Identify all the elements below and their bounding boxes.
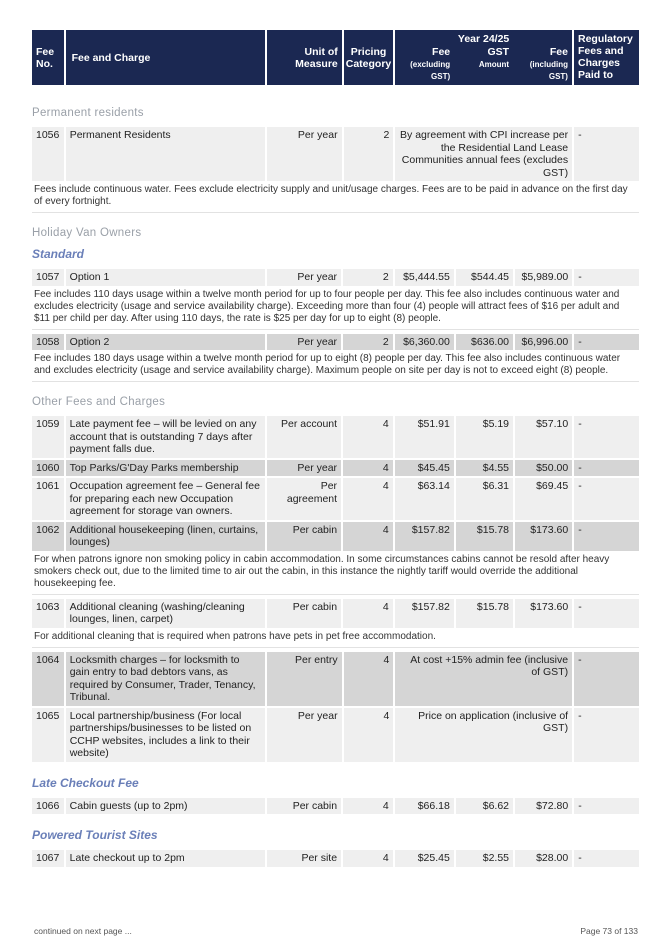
header-unit: Unit of Measure	[267, 30, 341, 85]
fee-name: Top Parks/G'Day Parks membership	[66, 460, 265, 477]
fee-including-gst: $28.00	[515, 850, 572, 867]
fee-name: Late payment fee – will be levied on any account that is outstanding 7 days after payment falls due.	[66, 416, 265, 458]
fee-description: At cost +15% admin fee (inclusive of GST)	[395, 652, 572, 706]
pricing-category: 2	[343, 269, 393, 286]
regulatory: -	[574, 127, 639, 181]
section-heading: Holiday Van Owners	[32, 227, 142, 239]
header-fee-ex: Fee (excluding GST)	[410, 46, 451, 81]
fee-including-gst: $57.10	[515, 416, 572, 458]
table-row	[32, 652, 639, 706]
gst-amount: $15.78	[456, 599, 513, 628]
fee-number: 1067	[32, 850, 64, 867]
unit-of-measure: Per entry	[267, 652, 341, 706]
regulatory: -	[574, 798, 639, 815]
fee-table	[32, 30, 639, 867]
fee-including-gst: $50.00	[515, 460, 572, 477]
gst-amount: $6.31	[456, 478, 513, 520]
fee-description: By agreement with CPI increase per the Residential Land Lease Communities annual fees (excludes GST)	[395, 127, 572, 181]
fee-excluding-gst: $6,360.00	[395, 334, 454, 351]
unit-of-measure: Per cabin	[267, 522, 341, 551]
pricing-category: 4	[343, 460, 393, 477]
table-header	[32, 30, 639, 85]
unit-of-measure: Per year	[267, 334, 341, 351]
fee-including-gst: $173.60	[515, 522, 572, 551]
fee-name: Option 1	[66, 269, 265, 286]
fee-excluding-gst: $5,444.55	[395, 269, 454, 286]
fee-name: Option 2	[66, 334, 265, 351]
pricing-category: 4	[344, 652, 394, 706]
table-row	[32, 798, 639, 815]
header-year: Year 24/25	[457, 33, 510, 45]
fee-name: Late checkout up to 2pm	[66, 850, 265, 867]
table-row	[32, 269, 639, 286]
table-row	[32, 478, 639, 520]
fee-including-gst: $6,996.00	[515, 334, 572, 351]
fee-including-gst: $72.80	[515, 798, 572, 815]
fee-name: Additional housekeeping (linen, curtains, lounges)	[66, 522, 265, 551]
fee-number: 1058	[32, 334, 64, 351]
table-row	[32, 708, 639, 762]
regulatory: -	[574, 416, 639, 458]
unit-of-measure: Per year	[267, 708, 341, 762]
fee-excluding-gst: $25.45	[395, 850, 454, 867]
pricing-category: 4	[343, 850, 393, 867]
row-note: Fee includes 110 days usage within a twelve month period for up to four people per day. This fee also includes continuous water and excludes electricity (usage and service availability charge). Exceeding more than four (4) people will attract fees of $16 per adult and $11 per child per day. After using 110 days, the rate is $25 per day for up to eight (8) people.	[32, 286, 639, 330]
regulatory: -	[574, 522, 639, 551]
unit-of-measure: Per year	[267, 460, 341, 477]
regulatory: -	[574, 850, 639, 867]
fee-number: 1064	[32, 652, 64, 706]
gst-amount: $6.62	[456, 798, 513, 815]
unit-of-measure: Per cabin	[267, 798, 341, 815]
fee-excluding-gst: $63.14	[395, 478, 454, 520]
fee-number: 1062	[32, 522, 64, 551]
fee-number: 1057	[32, 269, 64, 286]
unit-of-measure: Per agreement	[267, 478, 341, 520]
gst-amount: $4.55	[456, 460, 513, 477]
regulatory: -	[574, 460, 639, 477]
fee-name: Additional cleaning (washing/cleaning lounges, linen, carpet)	[66, 599, 265, 628]
fee-name: Local partnership/business (For local partnerships/businesses to be listed on CCHP websites, includes a link to their website)	[66, 708, 266, 762]
regulatory: -	[574, 652, 639, 706]
header-pricing: Pricing Category	[344, 30, 393, 85]
regulatory: -	[574, 269, 639, 286]
fee-number: 1060	[32, 460, 64, 477]
page-number: Page 73 of 133	[580, 926, 638, 936]
row-note: For when patrons ignore non smoking policy in cabin accommodation. In some circumstances cabins cannot be resold after heavy smokers check out, due to the limited time to air out the cabin, in this instance the nightly tariff would override the additional housekeeping fee.	[32, 551, 639, 595]
regulatory: -	[574, 334, 639, 351]
pricing-category: 4	[344, 708, 394, 762]
unit-of-measure: Per account	[267, 416, 341, 458]
fee-name: Occupation agreement fee – General fee for preparing each new Occupation agreement for storage van owners.	[66, 478, 265, 520]
fee-number: 1063	[32, 599, 64, 628]
pricing-category: 4	[343, 798, 393, 815]
fee-excluding-gst: $157.82	[395, 522, 454, 551]
unit-of-measure: Per year	[267, 127, 341, 181]
table-row	[32, 599, 639, 628]
unit-of-measure: Per year	[267, 269, 341, 286]
pricing-category: 2	[343, 334, 393, 351]
fee-including-gst: $5,989.00	[515, 269, 572, 286]
table-row	[32, 850, 639, 867]
fee-number: 1059	[32, 416, 64, 458]
fee-excluding-gst: $157.82	[395, 599, 454, 628]
gst-amount: $636.00	[456, 334, 513, 351]
section-heading: Permanent residents	[32, 107, 144, 119]
pricing-category: 4	[343, 478, 393, 520]
gst-amount: $544.45	[456, 269, 513, 286]
gst-amount: $5.19	[456, 416, 513, 458]
pricing-category: 4	[343, 599, 393, 628]
regulatory: -	[574, 599, 639, 628]
fee-number: 1066	[32, 798, 64, 815]
row-note: Fee includes 180 days usage within a twelve month period for up to eight (8) people per day. This fee also includes continuous water and excludes electricity (usage and service availability charge). Maximum people on site per day is not to exceed eight (8) people.	[32, 350, 639, 382]
fee-excluding-gst: $45.45	[395, 460, 454, 477]
fee-number: 1061	[32, 478, 64, 520]
continued-note: continued on next page ...	[34, 926, 132, 936]
header-gst: GST Amount	[478, 46, 510, 69]
section-heading: Other Fees and Charges	[32, 396, 166, 408]
fee-excluding-gst: $51.91	[395, 416, 454, 458]
subsection-heading: Standard	[32, 247, 85, 261]
regulatory: -	[574, 478, 639, 520]
fee-name: Permanent Residents	[66, 127, 266, 181]
row-note: Fees include continuous water. Fees exclude electricity supply and unit/usage charges. Fees are to be paid in advance on the first day of every fortnight.	[32, 181, 639, 213]
subsection-heading: Late Checkout Fee	[32, 775, 139, 790]
regulatory: -	[574, 708, 639, 762]
header-fee-no: Fee No.	[32, 30, 64, 85]
fee-name: Locksmith charges – for locksmith to gain entry to bad debtors vans, as required by Consumer, Trader, Tenancy, Tribunal.	[66, 652, 266, 706]
subsection-heading: Powered Tourist Sites	[32, 828, 158, 842]
fee-number: 1065	[32, 708, 64, 762]
gst-amount: $15.78	[456, 522, 513, 551]
table-row	[32, 460, 639, 477]
fee-including-gst: $69.45	[515, 478, 572, 520]
header-fee-inc: Fee (including GST)	[529, 46, 568, 81]
fee-including-gst: $173.60	[515, 599, 572, 628]
row-note: For additional cleaning that is required when patrons have pets in pet free accommodation.	[32, 628, 639, 648]
table-row	[32, 522, 639, 551]
table-row	[32, 334, 639, 351]
unit-of-measure: Per cabin	[267, 599, 341, 628]
table-row	[32, 127, 639, 181]
fee-name: Cabin guests (up to 2pm)	[66, 798, 265, 815]
fee-number: 1056	[32, 127, 64, 181]
table-row	[32, 416, 639, 458]
header-regulatory: Regulatory Fees and Charges Paid to	[574, 30, 639, 85]
unit-of-measure: Per site	[267, 850, 341, 867]
fee-excluding-gst: $66.18	[395, 798, 454, 815]
header-year-group	[395, 30, 572, 85]
pricing-category: 4	[343, 522, 393, 551]
fee-description: Price on application (inclusive of GST)	[395, 708, 572, 762]
header-fee-and-charge: Fee and Charge	[66, 30, 266, 85]
pricing-category: 4	[343, 416, 393, 458]
pricing-category: 2	[344, 127, 394, 181]
gst-amount: $2.55	[456, 850, 513, 867]
